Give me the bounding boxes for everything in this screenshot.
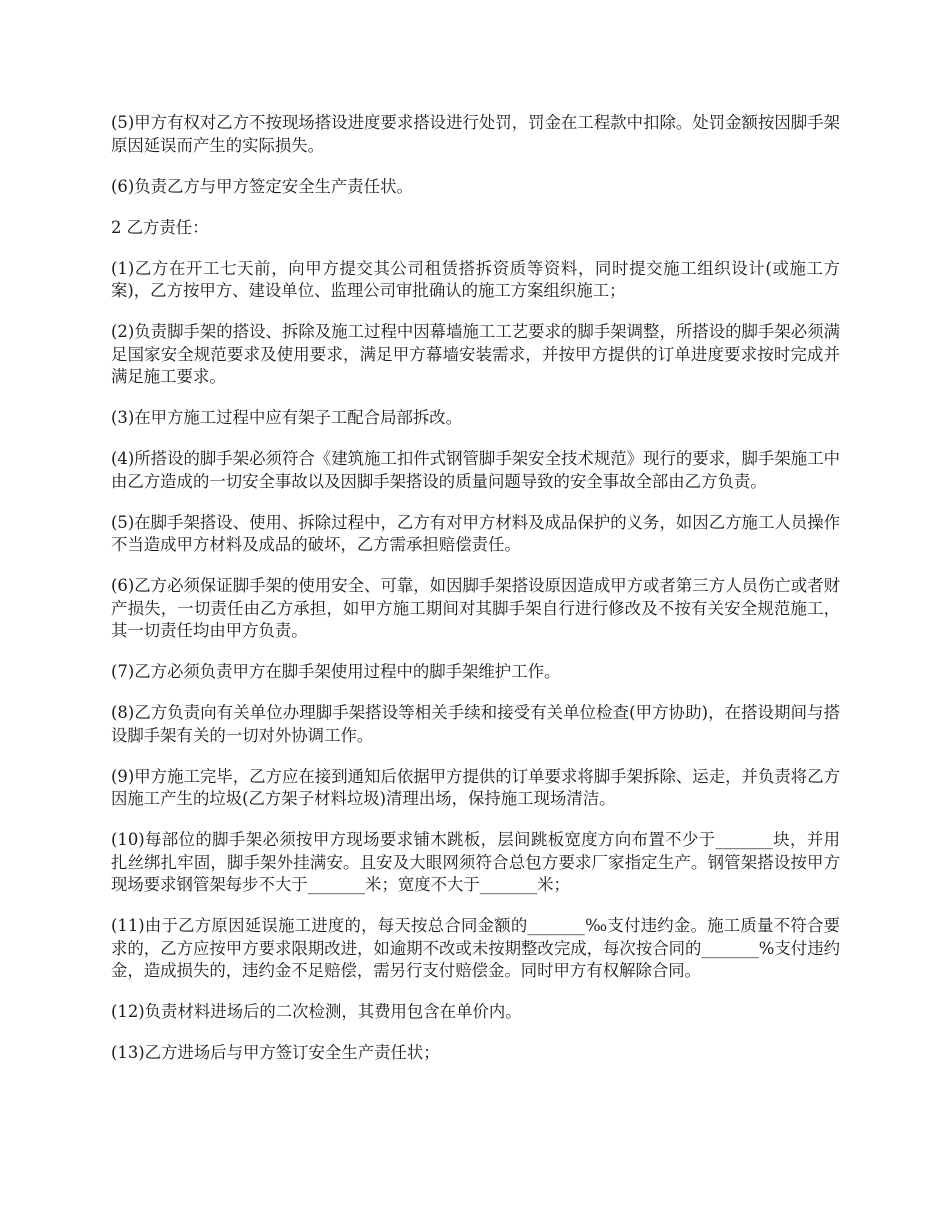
paragraph-party-b-6: (6)乙方必须保证脚手架的使用安全、可靠，如因脚手架搭设原因造成甲方或者第三方人员伤亡或者财产损失，一切责任由乙方承担，如甲方施工期间对其脚手架自行进行修改及不按有关安全规范施工，其一切责任均由甲方负责。 bbox=[111, 576, 840, 640]
paragraph-party-b-9: (9)甲方施工完毕，乙方应在接到通知后依据甲方提供的订单要求将脚手架拆除、运走，并负责将乙方因施工产生的垃圾(乙方架子材料垃圾)清理出场，保持施工现场清洁。 bbox=[111, 766, 840, 808]
paragraph-party-a-5: (5)甲方有权对乙方不按现场搭设进度要求搭设进行处罚，罚金在工程款中扣除。处罚金额按因脚手架原因延误而产生的实际损失。 bbox=[111, 113, 840, 155]
paragraph-party-b-10: (10)每部位的脚手架必须按甲方现场要求铺木跳板，层间跳板宽度方向布置不少于_______块，并用扎丝绑扎牢固，脚手架外挂满安。且安及大眼网须符合总包方要求厂家指定生产。钢管架搭设按甲方现场要求钢管架每步不大于_______米；宽度不大于_______米； bbox=[111, 830, 840, 894]
paragraph-party-b-5: (5)在脚手架搭设、使用、拆除过程中，乙方有对甲方材料及成品保护的义务，如因乙方施工人员操作不当造成甲方材料及成品的破坏，乙方需承担赔偿责任。 bbox=[111, 512, 840, 554]
paragraph-party-b-4: (4)所搭设的脚手架必须符合《建筑施工扣件式钢管脚手架安全技术规范》现行的要求，脚手架施工中由乙方造成的一切安全事故以及因脚手架搭设的质量问题导致的安全事故全部由乙方负责。 bbox=[111, 449, 840, 491]
paragraph-party-b-7: (7)乙方必须负责甲方在脚手架使用过程中的脚手架维护工作。 bbox=[111, 662, 561, 681]
paragraph-party-b-13: (13)乙方进场后与甲方签订安全生产责任状； bbox=[111, 1043, 440, 1062]
paragraph-party-b-11: (11)由于乙方原因延误施工进度的，每天按总合同金额的_______‰支付违约金。施工质量不符合要求的，乙方应按甲方要求限期改进，如逾期不改或未按期整改完成，每次按合同的_______%支付违约金，造成损失的，违约金不足赔偿，需另行支付赔偿金。同时甲方有权解除合同。 bbox=[111, 916, 840, 980]
paragraph-party-b-1: (1)乙方在开工七天前，向甲方提交其公司租赁搭拆资质等资料，同时提交施工组织设计(或施工方案)，乙方按甲方、建设单位、监理公司审批确认的施工方案组织施工； bbox=[111, 258, 840, 300]
document-body bbox=[111, 112, 840, 1083]
section-heading-party-b: 2 乙方责任： bbox=[111, 217, 209, 237]
paragraph-party-b-2: (2)负责脚手架的搭设、拆除及施工过程中因幕墙施工工艺要求的脚手架调整，所搭设的脚手架必须满足国家安全规范要求及使用要求，满足甲方幕墙安装需求，并按甲方提供的订单进度要求按时完成并满足施工要求。 bbox=[111, 322, 840, 386]
paragraph-party-a-6: (6)负责乙方与甲方签定安全生产责任状。 bbox=[111, 176, 413, 196]
paragraph-party-b-3: (3)在甲方施工过程中应有架子工配合局部拆改。 bbox=[111, 408, 463, 427]
paragraph-party-b-8: (8)乙方负责向有关单位办理脚手架搭设等相关手续和接受有关单位检查(甲方协助)，在搭设期间与搭设脚手架有关的一切对外协调工作。 bbox=[111, 703, 840, 745]
paragraph-party-b-12: (12)负责材料进场后的二次检测，其费用包含在单价内。 bbox=[111, 1002, 522, 1021]
